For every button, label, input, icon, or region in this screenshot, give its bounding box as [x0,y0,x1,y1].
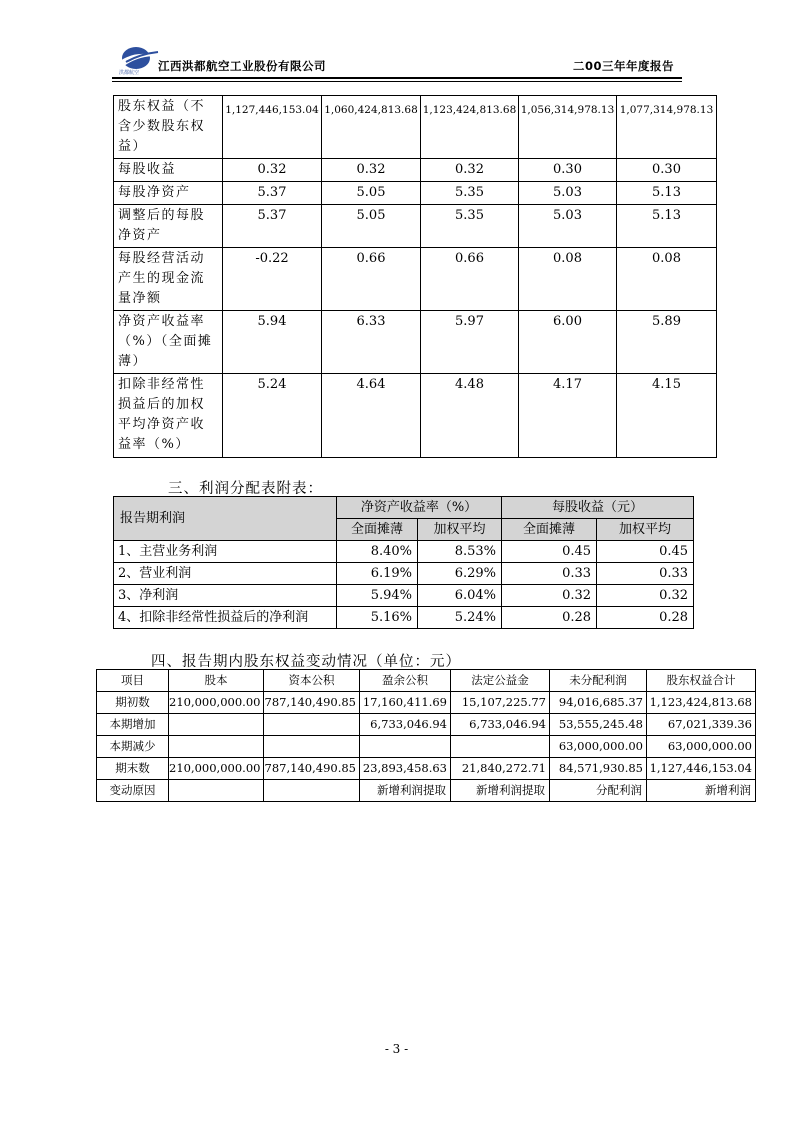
table-row [114,607,694,629]
table-cell: 新增利润提取 [360,780,451,802]
table-cell [264,714,360,736]
table-cell: 84,571,930.85 [550,758,647,780]
table-cell: 1,123,424,813.68 [421,96,519,159]
table-cell: 5.37 [223,205,322,248]
section-title: 三、利润分配表附表： [168,481,323,497]
row-label: 本期增加 [97,714,169,736]
column-header: 加权平均 [418,519,502,541]
table-cell: 4.48 [421,374,519,458]
table-row [114,159,717,182]
table-cell: 分配利润 [550,780,647,802]
section-title: 四、报告期内股东权益变动情况（单位：元） [151,654,461,670]
table-cell: 0.32 [421,159,519,182]
row-label: 1、主营业务利润 [114,541,337,563]
table-cell: 5.89 [617,311,717,374]
table-cell: 6.00 [519,311,617,374]
column-header: 股东权益合计 [647,670,756,692]
table-cell: 1,123,424,813.68 [647,692,756,714]
row-label: 变动原因 [97,780,169,802]
table-row [114,96,717,159]
header-rule [112,77,682,79]
header-rule-thin [112,81,682,82]
table-cell: 8.40% [337,541,418,563]
table-row [97,758,756,780]
table-cell: 5.24% [418,607,502,629]
row-label: 本期减少 [97,736,169,758]
table-cell: 0.32 [597,585,694,607]
column-header: 资本公积 [264,670,360,692]
table-cell: 5.05 [322,182,421,205]
table-cell: 94,016,685.37 [550,692,647,714]
table-cell: 787,140,490.85 [264,758,360,780]
table-cell: 6.19% [337,563,418,585]
table-cell: 5.05 [322,205,421,248]
row-label: 扣除非经常性损益后的加权平均净资产收益率（%） [114,374,223,458]
table-cell: 63,000,000.00 [550,736,647,758]
row-label: 3、净利润 [114,585,337,607]
table-cell: 6.33 [322,311,421,374]
table-cell: 0.32 [322,159,421,182]
table-row [114,563,694,585]
table-cell: 5.03 [519,182,617,205]
page-number: - 3 - [384,1042,409,1056]
table-header-row [114,497,694,519]
table-cell: 5.94% [337,585,418,607]
company-logo-icon [116,44,160,76]
table-cell: 5.35 [421,182,519,205]
table-cell: 6,733,046.94 [451,714,550,736]
column-header: 每股收益（元） [502,497,694,519]
table-cell: 1,056,314,978.13 [519,96,617,159]
equity-changes-table [96,669,756,802]
table-cell [360,736,451,758]
table-cell: 210,000,000.00 [169,692,264,714]
table-row [97,780,756,802]
table-cell: 23,893,458.63 [360,758,451,780]
table-cell: 53,555,245.48 [550,714,647,736]
table-cell: 0.33 [597,563,694,585]
table-cell: -0.22 [223,248,322,311]
table-cell: 5.13 [617,182,717,205]
column-header: 报告期利润 [114,497,337,541]
row-label: 每股净资产 [114,182,223,205]
table-cell: 787,140,490.85 [264,692,360,714]
table-cell: 0.66 [322,248,421,311]
table-cell: 5.37 [223,182,322,205]
table-cell: 5.97 [421,311,519,374]
table-cell: 63,000,000.00 [647,736,756,758]
table-cell: 0.66 [421,248,519,311]
table-row [114,182,717,205]
table-cell: 1,060,424,813.68 [322,96,421,159]
table-header-row [97,670,756,692]
table-cell: 6,733,046.94 [360,714,451,736]
column-header: 加权平均 [597,519,694,541]
financial-indicators-table [113,95,717,458]
table-cell: 210,000,000.00 [169,758,264,780]
row-label: 净资产收益率（%）（全面摊薄） [114,311,223,374]
column-header: 法定公益金 [451,670,550,692]
report-title: 二00三年年度报告 [572,59,674,73]
row-label: 每股经营活动产生的现金流量净额 [114,248,223,311]
svg-text:洪都航空: 洪都航空 [119,70,140,76]
row-label: 每股收益 [114,159,223,182]
table-row [114,374,717,458]
column-header: 全面摊薄 [502,519,597,541]
table-cell: 5.03 [519,205,617,248]
table-cell: 0.45 [502,541,597,563]
row-label: 期初数 [97,692,169,714]
table-cell: 1,127,446,153.04 [647,758,756,780]
table-cell: 6.04% [418,585,502,607]
table-cell: 新增利润 [647,780,756,802]
table-cell: 6.29% [418,563,502,585]
table-cell: 1,127,446,153.04 [223,96,322,159]
table-cell [169,736,264,758]
column-header: 项目 [97,670,169,692]
table-cell: 15,107,225.77 [451,692,550,714]
table-cell: 4.17 [519,374,617,458]
table-row [114,311,717,374]
table-cell [169,714,264,736]
table-row [114,585,694,607]
table-cell: 新增利润提取 [451,780,550,802]
profit-distribution-table [113,496,694,629]
column-header: 盈余公积 [360,670,451,692]
table-cell: 0.28 [597,607,694,629]
table-cell: 5.16% [337,607,418,629]
row-label: 2、营业利润 [114,563,337,585]
row-label: 股东权益（不含少数股东权益） [114,96,223,159]
table-cell: 0.30 [617,159,717,182]
table-cell: 5.24 [223,374,322,458]
table-cell [264,736,360,758]
table-cell: 0.30 [519,159,617,182]
table-cell: 0.08 [519,248,617,311]
table-row [97,736,756,758]
table-cell: 5.35 [421,205,519,248]
table-row [114,205,717,248]
table-cell: 1,077,314,978.13 [617,96,717,159]
table-cell: 17,160,411.69 [360,692,451,714]
column-header: 未分配利润 [550,670,647,692]
table-cell: 0.32 [223,159,322,182]
row-label: 期末数 [97,758,169,780]
row-label: 4、扣除非经常性损益后的净利润 [114,607,337,629]
table-cell [169,780,264,802]
table-cell: 5.94 [223,311,322,374]
table-cell [451,736,550,758]
table-cell: 21,840,272.71 [451,758,550,780]
column-header: 净资产收益率（%） [337,497,502,519]
table-cell: 0.08 [617,248,717,311]
row-label: 调整后的每股净资产 [114,205,223,248]
table-cell: 4.15 [617,374,717,458]
column-header: 全面摊薄 [337,519,418,541]
table-cell: 4.64 [322,374,421,458]
table-row [114,541,694,563]
table-cell: 0.32 [502,585,597,607]
table-cell: 5.13 [617,205,717,248]
table-row [97,714,756,736]
table-cell: 0.28 [502,607,597,629]
page-header [112,40,682,80]
column-header: 股本 [169,670,264,692]
table-cell: 8.53% [418,541,502,563]
company-name: 江西洪都航空工业股份有限公司 [158,59,326,73]
table-cell [264,780,360,802]
table-cell: 0.45 [597,541,694,563]
table-row [97,692,756,714]
table-row [114,248,717,311]
table-cell: 0.33 [502,563,597,585]
table-cell: 67,021,339.36 [647,714,756,736]
